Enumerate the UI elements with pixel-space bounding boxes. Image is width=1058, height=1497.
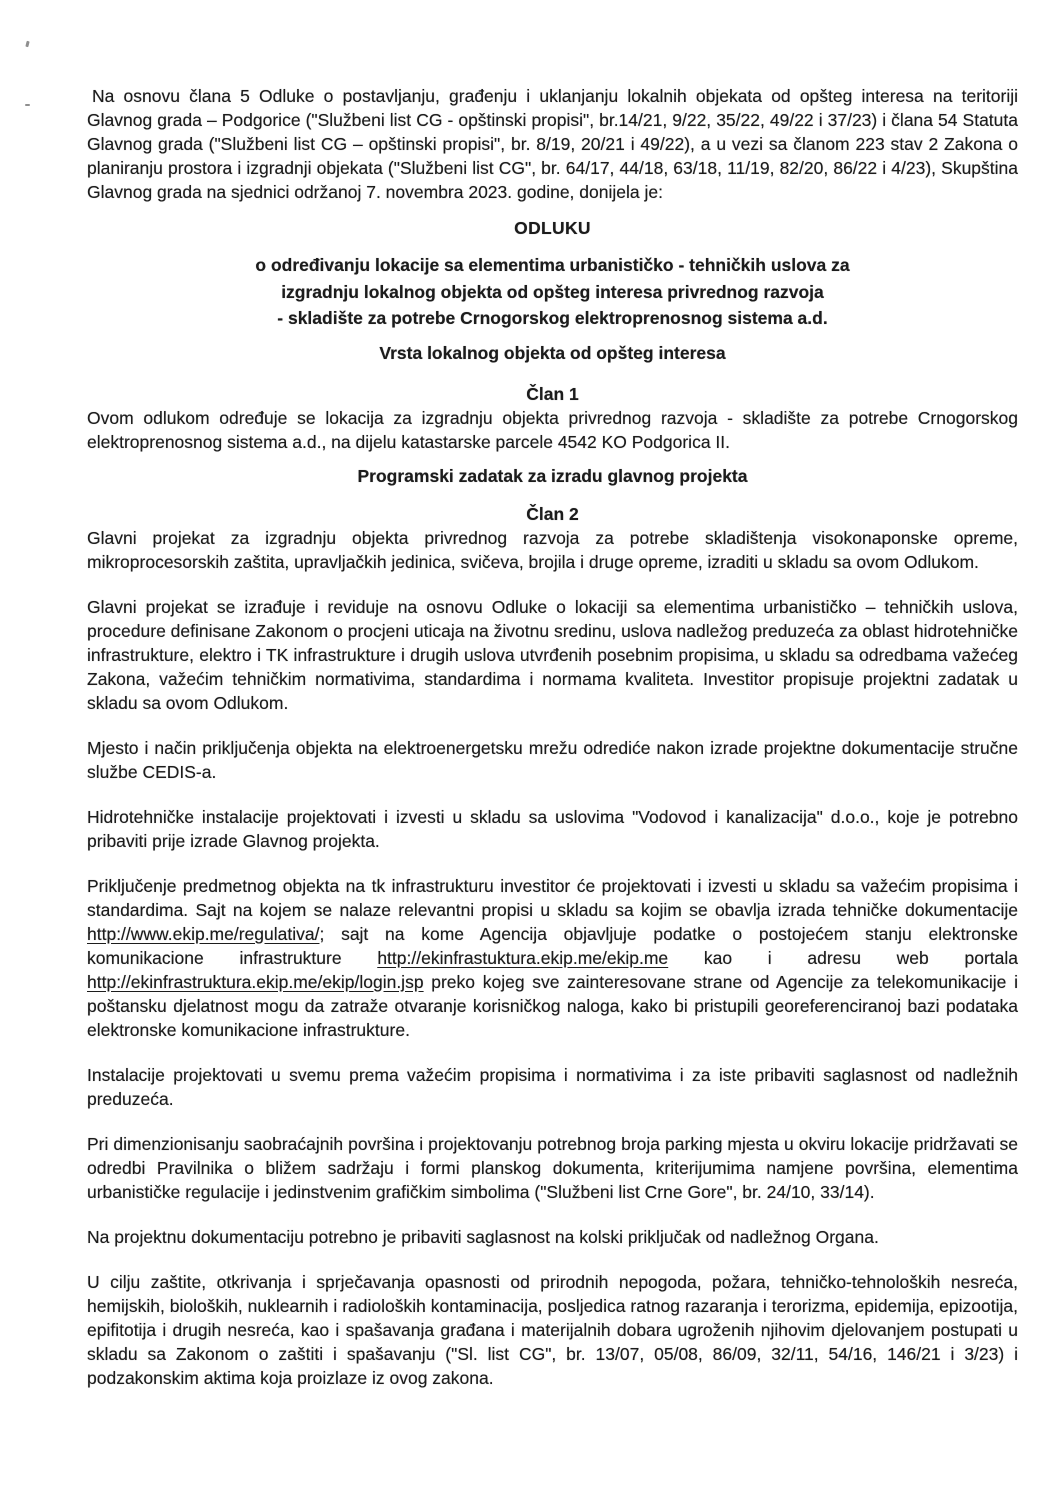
document-subtitle bbox=[87, 252, 1018, 332]
url-ekip-regulativa: http://www.ekip.me/regulativa/ bbox=[87, 923, 320, 944]
paragraph-tk-infrastructure bbox=[87, 874, 1018, 1042]
paragraph-installations-consent: Instalacije projektovati u svemu prema važećim propisima i normativima i za iste pribaviti saglasnost od nadležnih preduzeća. bbox=[87, 1064, 1018, 1109]
text-segment: ; sajt na kome Agencija objavljuje podatke o postojećem stanju elektronske komunikacione infrastrukture bbox=[87, 923, 1018, 968]
scan-artifact-speck bbox=[25, 41, 29, 48]
paragraph-grid-connection: Mjesto i način priključenja objekta na elektroenergetsku mrežu odrediće nakon izrade projektne dokumentacije stručne službe CEDIS-a. bbox=[87, 737, 1018, 782]
subtitle-line: - skladište za potrebe Crnogorskog elektroprenosnog sistema a.d. bbox=[277, 308, 828, 328]
article1-heading: Član 1 bbox=[526, 383, 579, 404]
paragraph-preamble: Na osnovu člana 5 Odluke o postavljanju, građenju i uklanjanju lokalnih objekata od opšteg interesa na teritoriji Glavnog grada – Podgorice ("Službeni list CG - opštinski propisi", br.14/21, 9/22, 35/22, 49/22 i 37/23) i člana 54 Statuta Glavnog grada ("Službeni list CG – opštinski propisi", br. 8/19, 20/21 i 49/22), a u vezi sa članom 223 stav 2 Zakona o planiranju prostora i izgradnji objekata ("Službeni list CG", br. 64/17, 44/18, 63/18, 11/19, 82/20, 86/22 i 4/23), Skupština Glavnog grada na sjednici održanoj 7. novembra 2023. godine, donijela je: bbox=[87, 86, 1018, 202]
section-heading-program-task: Programski zadatak za izradu glavnog projekta bbox=[357, 465, 748, 486]
subtitle-line: izgradnju lokalnog objekta od opšteg interesa privrednog razvoja bbox=[281, 281, 824, 302]
url-ekip-login: http://ekinfrastruktura.ekip.me/ekip/login.jsp bbox=[87, 971, 424, 992]
paragraph-hydro-installations: Hidrotehničke instalacije projektovati i izvesti u skladu sa uslovima "Vodovod i kanalizacija" d.o.o., koje je potrebno pribaviti prije izrade Glavnog projekta. bbox=[87, 806, 1018, 851]
document-title: ODLUKU bbox=[514, 218, 591, 238]
scan-artifact-speck bbox=[25, 104, 30, 106]
text-segment: Priključenje predmetnog objekta na tk infrastrukturu investitor će projektovati i izvesti u skladu sa važećim propisima i standardima. Sajt na kojem se nalaze relevantni propisi u skladu sa kojim se obavlja izrada tehničke dokumentacije bbox=[87, 875, 1018, 920]
text-segment: preko kojeg sve zainteresovane strane od Agencije za telekomunikacije i poštansku djelatnost mogu da zatraže otvaranje korisničkog naloga, kako bi pristupili georeferenciranoj bazi podataka elektronske komunikacione infrastrukture. bbox=[87, 971, 1018, 1040]
section-heading-object-type: Vrsta lokalnog objekta od opšteg interesa bbox=[379, 342, 726, 363]
text-segment: kao i adresu web portala bbox=[668, 947, 1018, 968]
url-ekip-infrastructure: http://ekinfrastuktura.ekip.me/ekip.me bbox=[377, 947, 669, 968]
paragraph-project-basis: Glavni projekat se izrađuje i reviduje na osnovu Odluke o lokaciji sa elementima urbanističko – tehničkih uslova, procedure definisane Zakonom o procjeni uticaja na životnu sredinu, uslova nadležog preduzeća za oblast hidrotehničke infrastrukture, elektro i TK infrastrukture i drugih uslova utvrđenih posebnim propisima, u skladu sa odredbama važećeg Zakona, važećim tehničkim normativima, standardima i normama kvaliteta. Investitor propisuje projektni zadatak u skladu sa ovom Odlukom. bbox=[87, 596, 1018, 713]
subtitle-line: o određivanju lokacije sa elementima urbanističko - tehničkih uslova za bbox=[255, 255, 850, 275]
paragraph-main-project: Glavni projekat za izgradnju objekta privrednog razvoja za potrebe skladištenja visokonaponske opreme, mikroprocesorskih zaštita, upravljačkih jedinica, svičeva, brojila i druge opreme, izraditi u skladu sa ovom Odlukom. bbox=[87, 527, 1018, 572]
paragraph-traffic-parking: Pri dimenzionisanju saobraćajnih površina i projektovanju potrebnog broja parking mjesta u okviru lokacije pridržavati se odredbi Pravilnika o bližem sadržaju i formi planskog dokumenta, kriterijumima namjene površina, elementima urbanističke regulacije i jedinstvenim grafičkim simbolima ("Službeni list Crne Gore", br. 24/10, 33/14). bbox=[87, 1133, 1018, 1202]
article1-text: Ovom odlukom određuje se lokacija za izgradnju objekta privrednog razvoja - skladište za potrebe Crnogorskog elektroprenosnog sistema a.d., na dijelu katastarske parcele 4542 KO Podgorica II. bbox=[87, 407, 1018, 452]
document-body bbox=[87, 84, 1018, 1390]
article2-heading: Član 2 bbox=[526, 503, 579, 524]
paragraph-road-access-consent: Na projektnu dokumentaciju potrebno je pribaviti saglasnost na kolski priključak od nadležnog Organa. bbox=[87, 1226, 879, 1247]
paragraph-protection-rescue: U cilju zaštite, otkrivanja i sprječavanja opasnosti od prirodnih nepogoda, požara, tehničko-tehnoloških nesreća, hemijskih, bioloških, nuklearnih i radioloških kontaminacija, posljedica ratnog razaranja i terorizma, epidemija, epizootija, epifitotija i drugih nesreća, kao i spašavanja građana i materijalnih dobara ugroženih njihovim djelovanjem postupati u skladu sa Zakonom o zaštiti i spašavanju ("Sl. list CG", br. 13/07, 05/08, 86/09, 32/11, 54/16, 146/21 i 3/23) i podzakonskim aktima koja proizlaze iz ovog zakona. bbox=[87, 1271, 1018, 1388]
